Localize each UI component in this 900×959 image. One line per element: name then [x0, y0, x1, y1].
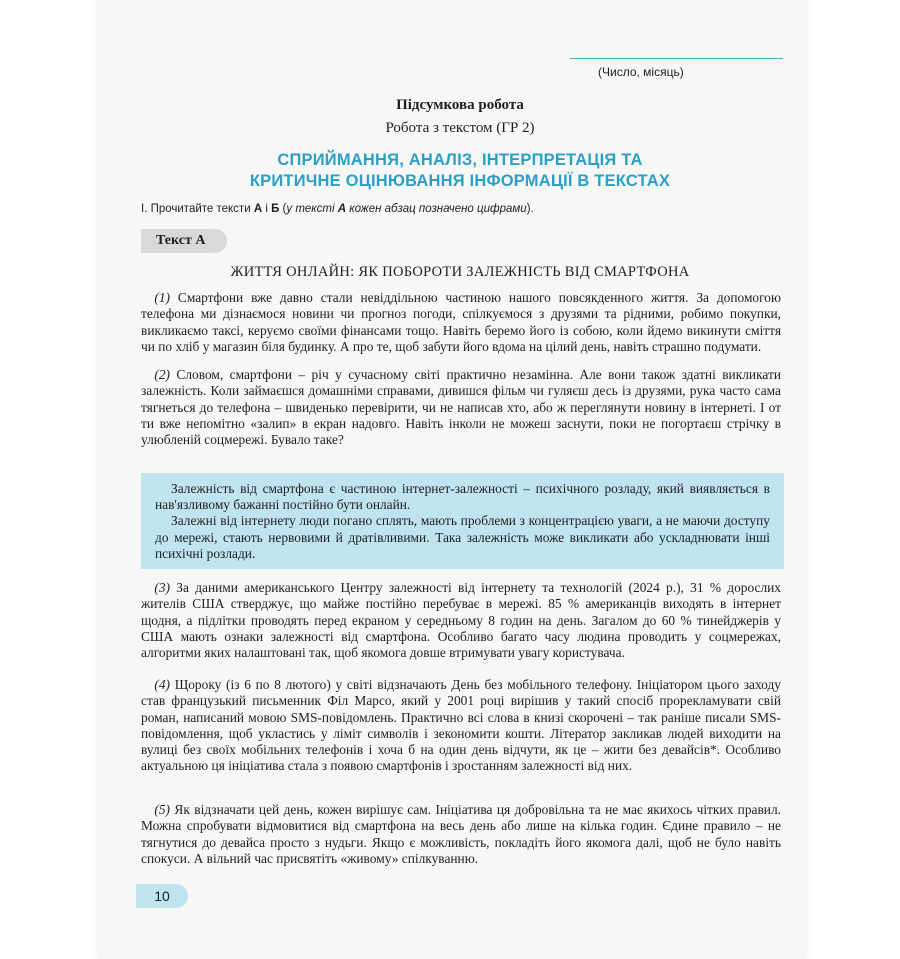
article-title: ЖИТТЯ ОНЛАЙН: ЯК ПОБОРОТИ ЗАЛЕЖНІСТЬ ВІД СМАРТФОНА: [230, 264, 690, 280]
paragraph-2: [141, 367, 781, 448]
instruction-open: (: [279, 203, 287, 215]
instruction-text-a: А: [253, 203, 263, 215]
info-box: [141, 473, 784, 569]
info-box-paragraph: Залежність від смартфона є частиною інтернет-залежності – психічного розладу, який виявляється в нав'язливому бажанні постійно бути онлайн.: [155, 481, 770, 513]
instruction-prefix: I. Прочитайте тексти: [141, 203, 254, 215]
paragraph-number: (2): [154, 367, 171, 382]
info-box-paragraph: Залежні від інтернету люди погано сплять, мають проблеми з концентрацією уваги, а не маючи доступу до мережі, стають нервовими й дратівливими. Така залежність може викликати або ускладнювати інші психічні розлади.: [155, 513, 770, 561]
instruction-italic: у тексті: [286, 203, 338, 215]
paragraph-text: Словом, смартфони – річ у сучасному світі практично незамінна. Але вони також здатні викликати залежність. Коли займаєшся домашніми справами, дивишся фільм чи гуляєш десь із друзями, рука часто сама тягнеться до телефона – швиденько перевірити, чи не написав хто, або ж переглянути новину в інтернеті. І от ти вже непомітно «залип» в екран надовго. Навіть інколи не можеш заснути, поки не погортаєш стрічку в улюбленій соцмережі. Бувало таке?: [141, 367, 781, 448]
paragraph-number: (1): [154, 290, 171, 305]
paragraph-number: (3): [154, 580, 171, 595]
section-heading-line2: КРИТИЧНЕ ОЦІНЮВАННЯ ІНФОРМАЦІЇ В ТЕКСТАХ: [249, 172, 671, 190]
paragraph-5: [141, 802, 781, 867]
paragraph-3: [141, 580, 781, 661]
paragraph-text: Як відзначати цей день, кожен вирішує сам. Ініціатива ця добровільна та не має якихось чітких правил. Можна спробувати відмовитися від смартфона на весь день або лише на кілька годин. Єдине правило – не тягнутися до девайса просто з нудьги. Якщо є можливість, покладіть його якомога далі, щоб не було навіть спокуси. А вільний час присвятіть «живому» спілкуванню.: [141, 802, 781, 866]
instruction-italic-rest: кожен абзац позначено цифрами: [346, 203, 527, 215]
instruction-italic-a: А: [337, 203, 347, 215]
paragraph-number: (4): [154, 677, 171, 692]
text-a-badge: Текст А: [141, 229, 227, 253]
paragraph-text: Смартфони вже давно стали невіддільною частиною нашого повсякденного життя. За допомогою телефона ми дізнаємося новини чи прогноз погоди, спілкуємося з друзями та рідними, робимо покупки, викликаємо таксі, керуємо своїми фінансами тощо. Навіть беремо його із собою, коли йдемо викинути сміття чи по хліб у магазин біля будинку. А про те, щоб забути його вдома на цілий день, навіть страшно подумати.: [141, 290, 781, 354]
instruction-close: ).: [526, 203, 534, 215]
page-title: Підсумкова робота: [396, 97, 524, 113]
paragraph-text: Щороку (із 6 по 8 лютого) у світі відзначають День без мобільного телефону. Ініціатором цього заходу став французький письменник Філ Марсо, який у 2001 році вирішив у такий спосіб прорекламувати свій роман, написаний мовою SMS-повідомлень. Практично всі слова в книзі скорочені – так раніше писали SMS-повідомлення, щоб укластись у ліміт символів і зекономити кошти. Літератор закликав людей виходити на вулиці без своїх мобільних телефонів і хоча б на один день відчути, як це – жити без девайсів*. Особливо актуальною ця ініціатива стала з появою смартфонів і зростанням залежності від них.: [141, 677, 781, 774]
date-label: (Число, місяць): [598, 65, 684, 79]
page-number: 10: [136, 884, 188, 908]
instruction-text-b: Б: [271, 203, 280, 215]
page-subtitle: Робота з текстом (ГР 2): [385, 120, 535, 136]
paragraph-1: [141, 290, 781, 355]
paragraph-text: За даними американського Центру залежності від інтернету та технологій (2024 р.), 31 % дорослих жителів США стверджує, що майже постійно перебуває в мережі. 85 % американців виходять в інтернет щодня, а підлітки проводять перед екраном у середньому 8 годин на день. Загалом до 60 % тинейджерів у США мають ознаки залежності від смартфона. Особливо багато часу людина проводить у соцмережах, алгоритми яких налаштовані так, щоб якомога довше втримувати увагу користувача.: [141, 580, 781, 661]
paragraph-number: (5): [154, 802, 171, 817]
instruction-and: і: [262, 203, 272, 215]
paragraph-4: [141, 677, 781, 775]
section-heading-line1: СПРИЙМАННЯ, АНАЛІЗ, ІНТЕРПРЕТАЦІЯ ТА: [277, 151, 643, 169]
date-line: [570, 58, 783, 59]
section-heading: [140, 150, 780, 192]
task-instruction: [141, 203, 534, 215]
